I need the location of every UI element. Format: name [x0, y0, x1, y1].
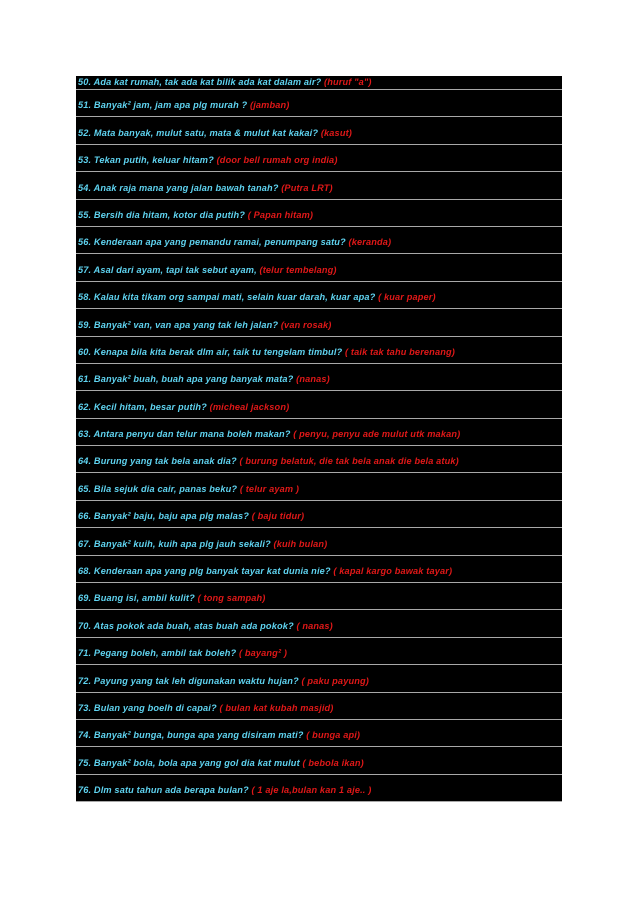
- riddle-answer: ( penyu, penyu ade mulut utk makan): [293, 429, 461, 440]
- riddle-answer: (kasut): [320, 127, 352, 138]
- riddle-question: 76. Dlm satu tahun ada berapa bulan?: [78, 785, 249, 796]
- riddle-text: [78, 210, 313, 220]
- riddle-answer: ( Papan hitam): [247, 209, 314, 220]
- riddle-text: [78, 429, 460, 439]
- riddle-row: [76, 364, 562, 391]
- riddle-question: 67. Banyak² kuih, kuih apa plg jauh sekali?: [78, 538, 271, 549]
- riddle-answer: ( bunga api): [306, 730, 361, 741]
- riddle-question: 75. Banyak² bola, bola apa yang gol dia kat mulut: [78, 757, 300, 768]
- riddle-text: [78, 456, 459, 466]
- riddle-answer: ( burung belatuk, die tak bela anak die bela atuk): [239, 456, 459, 467]
- riddle-answer: ( nanas): [296, 620, 333, 631]
- riddle-answer: ( telur ayam ): [239, 483, 300, 494]
- riddle-text: [78, 703, 334, 713]
- riddle-row: [76, 391, 562, 418]
- riddle-question: 57. Asal dari ayam, tapi tak sebut ayam,: [78, 264, 257, 275]
- riddle-row: [76, 309, 562, 336]
- riddle-text: [78, 77, 372, 87]
- riddle-text: [78, 676, 369, 686]
- riddle-text: [78, 347, 455, 357]
- riddle-answer: (nanas): [296, 374, 330, 385]
- riddle-row: [76, 556, 562, 583]
- riddle-row: [76, 172, 562, 199]
- riddle-question: 55. Bersih dia hitam, kotor dia putih?: [78, 209, 246, 220]
- riddle-answer: ( kapal kargo bawak tayar): [333, 566, 453, 577]
- riddle-row: [76, 337, 562, 364]
- riddle-text: [78, 265, 337, 275]
- riddle-row: [76, 90, 562, 117]
- riddle-answer: ( paku payung): [301, 675, 369, 686]
- riddle-question: 50. Ada kat rumah, tak ada kat bilik ada kat dalam air?: [78, 77, 322, 87]
- riddle-question: 70. Atas pokok ada buah, atas buah ada pokok?: [78, 620, 294, 631]
- riddle-answer: (kuih bulan): [273, 538, 328, 549]
- riddle-text: [78, 758, 364, 768]
- riddle-question: 58. Kalau kita tikam org sampai mati, selain kuar darah, kuar apa?: [78, 292, 376, 303]
- riddle-text: [78, 374, 330, 384]
- riddle-answer: ( baju tidur): [251, 511, 305, 522]
- riddle-text: [78, 484, 299, 494]
- riddle-answer: (door bell rumah org india): [216, 155, 338, 166]
- riddle-text: [78, 785, 371, 795]
- riddle-question: 60. Kenapa bila kita berak dlm air, taik tu tengelam timbul?: [78, 346, 343, 357]
- riddle-row: [76, 528, 562, 555]
- riddle-text: [78, 128, 352, 138]
- riddle-text: [78, 100, 290, 110]
- riddle-question: 54. Anak raja mana yang jalan bawah tanah?: [78, 182, 279, 193]
- riddle-answer: ( bulan kat kubah masjid): [219, 702, 334, 713]
- riddle-question: 61. Banyak² buah, buah apa yang banyak mata?: [78, 374, 294, 385]
- riddle-text: [78, 593, 266, 603]
- riddle-row: [76, 747, 562, 774]
- riddle-row: [76, 473, 562, 500]
- riddle-question: 52. Mata banyak, mulut satu, mata & mulut kat kakai?: [78, 127, 319, 138]
- riddle-question: 64. Burung yang tak bela anak dia?: [78, 456, 237, 467]
- riddle-text: [78, 621, 333, 631]
- riddle-answer: (jamban): [250, 100, 290, 111]
- riddle-answer: (Putra LRT): [281, 182, 333, 193]
- riddle-question: 59. Banyak² van, van apa yang tak leh jalan?: [78, 319, 279, 330]
- riddle-question: 56. Kenderaan apa yang pemandu ramai, penumpang satu?: [78, 237, 346, 248]
- riddle-text: [78, 237, 391, 247]
- riddle-text: [78, 566, 452, 576]
- riddle-row: [76, 145, 562, 172]
- riddle-row: [76, 282, 562, 309]
- riddle-question: 72. Payung yang tak leh digunakan waktu hujan?: [78, 675, 299, 686]
- riddle-answer: ( tong sampah): [197, 593, 266, 604]
- riddle-row: [76, 610, 562, 637]
- riddle-row: [76, 227, 562, 254]
- riddle-row: [76, 117, 562, 144]
- riddle-row: [76, 200, 562, 227]
- riddle-answer: (telur tembelang): [259, 264, 337, 275]
- riddle-answer: ( kuar paper): [378, 292, 436, 303]
- riddle-question: 73. Bulan yang boelh di capai?: [78, 702, 217, 713]
- riddle-text: [78, 402, 289, 412]
- riddle-question: 69. Buang isi, ambil kulit?: [78, 593, 195, 604]
- riddle-question: 74. Banyak² bunga, bunga apa yang disiram mati?: [78, 730, 304, 741]
- riddle-text: [78, 292, 436, 302]
- riddle-row: [76, 419, 562, 446]
- riddle-answer: ( taik tak tahu berenang): [345, 346, 455, 357]
- riddle-row: [76, 501, 562, 528]
- riddle-answer: (micheal jackson): [209, 401, 290, 412]
- riddle-text: [78, 320, 332, 330]
- riddle-question: 62. Kecil hitam, besar putih?: [78, 401, 207, 412]
- riddle-answer: (keranda): [348, 237, 392, 248]
- riddle-row: [76, 254, 562, 281]
- riddle-row: [76, 76, 562, 90]
- riddle-answer: ( bayang² ): [238, 648, 288, 659]
- riddle-question: 53. Tekan putih, keluar hitam?: [78, 155, 214, 166]
- riddle-question: 63. Antara penyu dan telur mana boleh makan?: [78, 429, 291, 440]
- riddle-row: [76, 446, 562, 473]
- riddle-answer: ( 1 aje la,bulan kan 1 aje.. ): [251, 785, 372, 796]
- riddle-list: [76, 76, 562, 802]
- riddle-row: [76, 665, 562, 692]
- riddle-answer: ( bebola ikan): [302, 757, 364, 768]
- riddle-row: [76, 583, 562, 610]
- riddle-text: [78, 511, 304, 521]
- riddle-text: [78, 183, 333, 193]
- riddle-answer: (huruf "a"): [324, 77, 372, 87]
- riddle-question: 71. Pegang boleh, ambil tak boleh?: [78, 648, 237, 659]
- riddle-question: 68. Kenderaan apa yang plg banyak tayar kat dunia nie?: [78, 566, 331, 577]
- riddle-question: 66. Banyak² baju, baju apa plg malas?: [78, 511, 249, 522]
- riddle-text: [78, 155, 338, 165]
- riddle-row: [76, 775, 562, 802]
- riddle-text: [78, 539, 327, 549]
- riddle-question: 51. Banyak² jam, jam apa plg murah ?: [78, 100, 248, 111]
- riddle-row: [76, 720, 562, 747]
- riddle-question: 65. Bila sejuk dia cair, panas beku?: [78, 483, 238, 494]
- riddle-row: [76, 638, 562, 665]
- riddle-row: [76, 693, 562, 720]
- riddle-answer: (van rosak): [280, 319, 332, 330]
- riddle-text: [78, 648, 287, 658]
- riddle-text: [78, 730, 360, 740]
